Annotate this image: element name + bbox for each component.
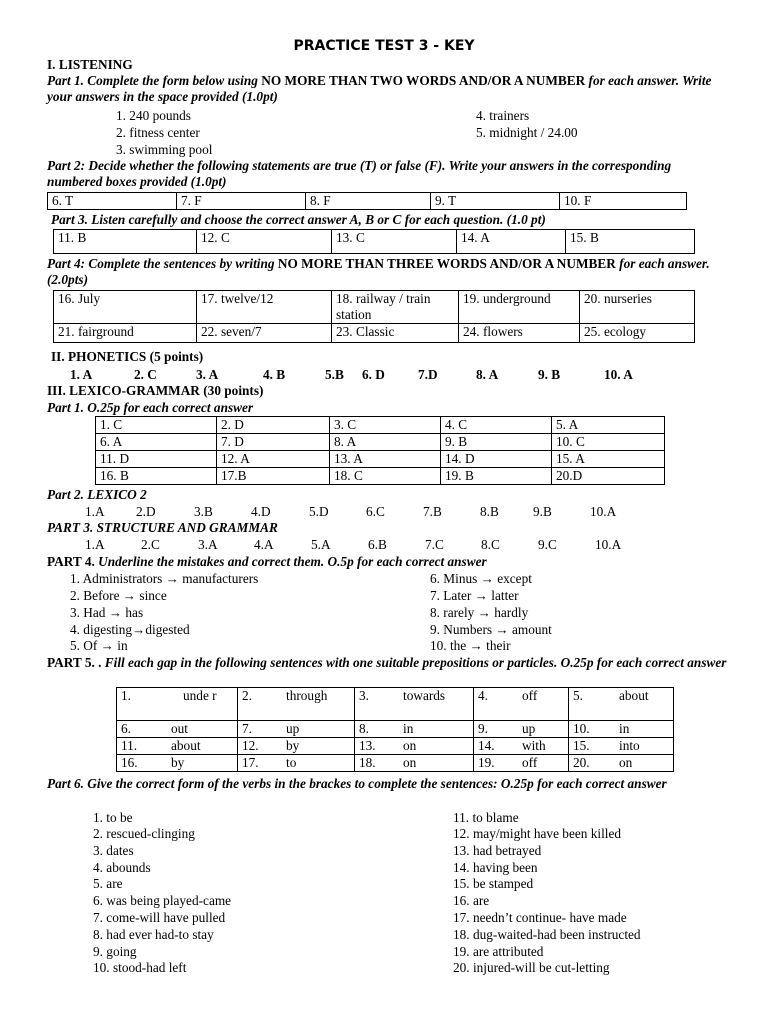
answer: 6.B — [368, 537, 387, 552]
list-item: 7. come-will have pulled — [93, 910, 226, 925]
table-cell: 13. C — [332, 230, 457, 254]
list-item: 1. Administrators → manufacturers — [70, 571, 259, 586]
table-cell: 3. C — [330, 417, 441, 434]
list-item: 14. having been — [453, 860, 538, 875]
page-title: PRACTICE TEST 3 - KEY — [293, 38, 475, 54]
table-cell: 21. fairground — [54, 324, 197, 343]
table-cell: 8. A — [330, 434, 441, 451]
lexico-part6-instructions: Part 6. Give the correct form of the verbs in the brackes to complete the sentences: O.25p for each correct answer — [47, 776, 667, 791]
answer: 7.C — [425, 537, 444, 552]
answer: 2. C — [134, 367, 157, 382]
answer: 2.D — [136, 504, 156, 519]
list-item: 6. Minus → except — [430, 571, 532, 586]
table-cell: 9. B — [441, 434, 552, 451]
lexico-part1-table — [95, 416, 665, 485]
list-item: 4. digesting→digested — [70, 622, 190, 637]
table-cell: 12. A — [217, 451, 330, 468]
table-cell: 11. D — [96, 451, 217, 468]
answer: 9. B — [538, 367, 561, 382]
table-cell: 24. flowers — [459, 324, 580, 343]
list-item: 2. rescued-clinging — [93, 826, 195, 841]
list-item: 2. Before → since — [70, 588, 167, 603]
table-cell: 2. through — [238, 688, 355, 721]
list-item: 10. the → their — [430, 638, 511, 653]
answer: 4.A — [254, 537, 274, 552]
table-cell: 1. unde r — [117, 688, 238, 721]
table-cell: 13. on — [355, 738, 474, 755]
table-cell: 14. A — [457, 230, 566, 254]
answer: 5.B — [325, 367, 344, 382]
answer: 9.B — [533, 504, 552, 519]
list-item: 10. stood-had left — [93, 960, 187, 975]
listening-part3-instructions: Part 3. Listen carefully and choose the correct answer A, B or C for each question. (1.0 pt) — [51, 212, 546, 227]
table-cell: 17. twelve/12 — [197, 291, 332, 324]
answer: 3. A — [196, 367, 219, 382]
list-item: 1. 240 pounds — [116, 108, 191, 123]
lexico-part5-table — [116, 687, 674, 772]
answer: 8. A — [476, 367, 499, 382]
list-item: 15. be stamped — [453, 876, 534, 891]
table-cell: 16. by — [117, 755, 238, 772]
lexico-part3-instructions: PART 3. STRUCTURE AND GRAMMAR — [47, 520, 278, 535]
table-cell: 6. T — [48, 193, 177, 210]
list-item: 2. fitness center — [116, 125, 200, 140]
table-cell: 9. up — [474, 721, 569, 738]
section-phonetics-heading: II. PHONETICS (5 points) — [51, 349, 204, 364]
table-cell: 18. railway / train station — [332, 291, 459, 324]
list-item: 16. are — [453, 893, 490, 908]
table-cell: 18. on — [355, 755, 474, 772]
answer: 10.A — [590, 504, 617, 519]
list-item: 13. had betrayed — [453, 843, 542, 858]
table-cell: 25. ecology — [580, 324, 695, 343]
answer: 5.D — [309, 504, 329, 519]
lexico-part5-instructions: PART 5. . Fill each gap in the following sentences with one suitable prepositions or particles. O.25p for each correct answer — [47, 655, 727, 670]
answer: 9.C — [538, 537, 557, 552]
section-lexico-grammar-heading: III. LEXICO-GRAMMAR (30 points) — [47, 383, 264, 398]
list-item: 3. dates — [93, 843, 134, 858]
answer: 5.A — [311, 537, 331, 552]
answer: 4.D — [251, 504, 271, 519]
table-cell: 16. July — [54, 291, 197, 324]
phonetics-answers — [0, 367, 768, 383]
section-listening-heading: I. LISTENING — [47, 57, 133, 72]
table-cell: 15. A — [552, 451, 665, 468]
part3-answer-table — [53, 229, 695, 254]
list-item: 6. was being played-came — [93, 893, 232, 908]
table-cell: 18. C — [330, 468, 441, 485]
list-item: 5. midnight / 24.00 — [476, 125, 578, 140]
answer: 10.A — [595, 537, 622, 552]
table-cell: 5. about — [569, 688, 674, 721]
part2-answer-table — [47, 192, 687, 210]
list-item: 4. abounds — [93, 860, 151, 875]
list-item: 9. Numbers → amount — [430, 622, 552, 637]
lexico-part4-instructions: PART 4. Underline the mistakes and correct them. O.5p for each correct answer — [47, 554, 487, 569]
list-item: 17. needn’t continue- have made — [453, 910, 627, 925]
table-cell: 14. D — [441, 451, 552, 468]
list-item: 8. had ever had-to stay — [93, 927, 214, 942]
table-cell: 13. A — [330, 451, 441, 468]
lexico-part3-answers — [0, 537, 768, 553]
answer: 10. A — [604, 367, 633, 382]
table-cell: 4. off — [474, 688, 569, 721]
answer: 3.B — [194, 504, 213, 519]
listening-part1-instructions: Part 1. Complete the form below using NO MORE THAN TWO WORDS AND/OR A NUMBER for each answer. Write your answers in the space provided (1.0pt) — [47, 73, 712, 104]
table-cell: 1. C — [96, 417, 217, 434]
table-cell: 7. D — [217, 434, 330, 451]
list-item: 8. rarely → hardly — [430, 605, 529, 620]
list-item: 4. trainers — [476, 108, 530, 123]
table-cell: 4. C — [441, 417, 552, 434]
table-cell: 8. in — [355, 721, 474, 738]
table-cell: 15. B — [566, 230, 695, 254]
table-cell: 11. B — [54, 230, 197, 254]
list-item: 1. to be — [93, 810, 133, 825]
table-cell: 10. in — [569, 721, 674, 738]
table-cell: 10. C — [552, 434, 665, 451]
answer: 1. A — [70, 367, 93, 382]
answer: 7.B — [423, 504, 442, 519]
table-cell: 6. A — [96, 434, 217, 451]
table-cell: 7. up — [238, 721, 355, 738]
list-item: 3. swimming pool — [116, 142, 213, 157]
table-cell: 3. towards — [355, 688, 474, 721]
table-cell: 14. with — [474, 738, 569, 755]
list-item: 11. to blame — [453, 810, 519, 825]
table-cell: 19. off — [474, 755, 569, 772]
table-cell: 11. about — [117, 738, 238, 755]
answer: 7.D — [418, 367, 438, 382]
table-cell: 19. underground — [459, 291, 580, 324]
table-cell: 9. T — [431, 193, 560, 210]
table-cell: 20. nurseries — [580, 291, 695, 324]
list-item: 18. dug-waited-had been instructed — [453, 927, 641, 942]
table-cell: 20.D — [552, 468, 665, 485]
part4-answer-table — [53, 290, 695, 343]
list-item: 5. are — [93, 876, 123, 891]
table-cell: 17. to — [238, 755, 355, 772]
table-cell: 22. seven/7 — [197, 324, 332, 343]
answer: 4. B — [263, 367, 286, 382]
answer: 3.A — [198, 537, 218, 552]
list-item: 5. Of → in — [70, 638, 128, 653]
listening-part2-instructions: Part 2: Decide whether the following statements are true (T) or false (F). Write your answers in the corresponding numbered boxes provided (1.0pt) — [47, 158, 672, 189]
table-cell: 8. F — [306, 193, 431, 210]
table-cell: 12. C — [197, 230, 332, 254]
table-cell: 17.B — [217, 468, 330, 485]
table-cell: 2. D — [217, 417, 330, 434]
table-cell: 15. into — [569, 738, 674, 755]
table-cell: 6. out — [117, 721, 238, 738]
lexico-part1-instructions: Part 1. O.25p for each correct answer — [47, 400, 254, 415]
lexico-part2-instructions: Part 2. LEXICO 2 — [47, 487, 147, 502]
table-cell: 12. by — [238, 738, 355, 755]
list-item: 12. may/might have been killed — [453, 826, 622, 841]
answer: 6. D — [362, 367, 385, 382]
list-item: 9. going — [93, 944, 137, 959]
table-cell: 10. F — [560, 193, 687, 210]
answer: 8.C — [481, 537, 500, 552]
answer: 2.C — [141, 537, 160, 552]
list-item: 20. injured-will be cut-letting — [453, 960, 610, 975]
list-item: 3. Had → has — [70, 605, 144, 620]
answer: 1.A — [85, 537, 105, 552]
table-cell: 19. B — [441, 468, 552, 485]
list-item: 19. are attributed — [453, 944, 544, 959]
table-cell: 20. on — [569, 755, 674, 772]
table-cell: 16. B — [96, 468, 217, 485]
answer: 1.A — [85, 504, 105, 519]
listening-part4-instructions: Part 4: Complete the sentences by writing NO MORE THAN THREE WORDS AND/OR A NUMBER for each answer. (2.0pts) — [47, 256, 710, 287]
table-cell: 23. Classic — [332, 324, 459, 343]
answer: 6.C — [366, 504, 385, 519]
table-cell: 7. F — [177, 193, 306, 210]
list-item: 7. Later → latter — [430, 588, 519, 603]
table-cell: 5. A — [552, 417, 665, 434]
answer: 8.B — [480, 504, 499, 519]
lexico-part2-answers — [0, 504, 768, 520]
